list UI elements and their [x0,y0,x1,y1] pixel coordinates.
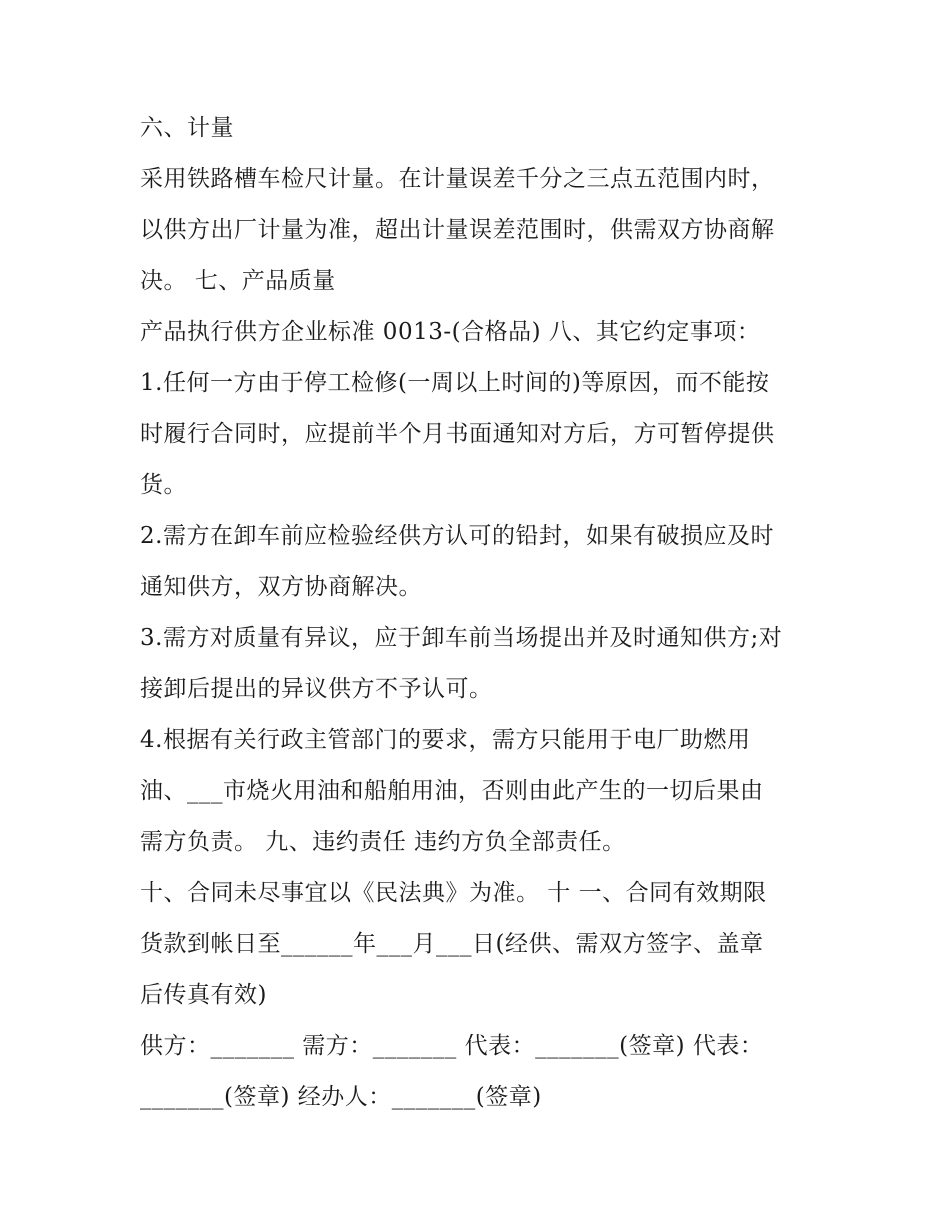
text-line: 以供方出厂计量为准，超出计量误差范围时，供需双方协商解 [140,217,775,243]
text-line: 产品执行供方企业标准 0013-(合格品) 八、其它约定事项： [140,319,761,345]
text-line: 货款到帐日至______年___月___日(经供、需双方签字、盖章 [140,931,764,957]
text-line: 接卸后提出的异议供方不予认可。 [140,676,493,702]
text-line: 决。 七、产品质量 [140,268,336,294]
clause-2: 2.需方在卸车前应检验经供方认可的铅封，如果有破损应及时 [140,523,774,549]
text-line: 十、合同未尽事宜以《民法典》为准。 十 一、合同有效期限 [140,880,767,906]
signature-line: _______(签章) 经办人：_______(签章) [140,1084,542,1110]
text-line: 采用铁路槽车检尺计量。在计量误差千分之三点五范围内时， [140,166,775,192]
text-line: 油、___市烧火用油和船舶用油，否则由此产生的一切后果由 [140,778,764,804]
clause-4: 4.根据有关行政主管部门的要求，需方只能用于电厂助燃用 [140,727,751,753]
text-line: 后传真有效) [140,982,267,1008]
text-line: 时履行合同时，应提前半个月书面通知对方后，方可暂停提供 [140,421,775,447]
text-line: 通知供方，双方协商解决。 [140,574,422,600]
section-heading-metering: 六、计量 [140,115,234,141]
text-line: 货。 [140,472,187,498]
clause-1: 1.任何一方由于停工检修(一周以上时间的)等原因，而不能按 [140,370,770,396]
signature-line: 供方：_______ 需方：_______ 代表：_______(签章) 代表： [140,1033,764,1059]
text-line: 需方负责。 九、违约责任 违约方负全部责任。 [140,829,626,855]
clause-3: 3.需方对质量有异议，应于卸车前当场提出并及时通知供方;对 [140,625,783,651]
